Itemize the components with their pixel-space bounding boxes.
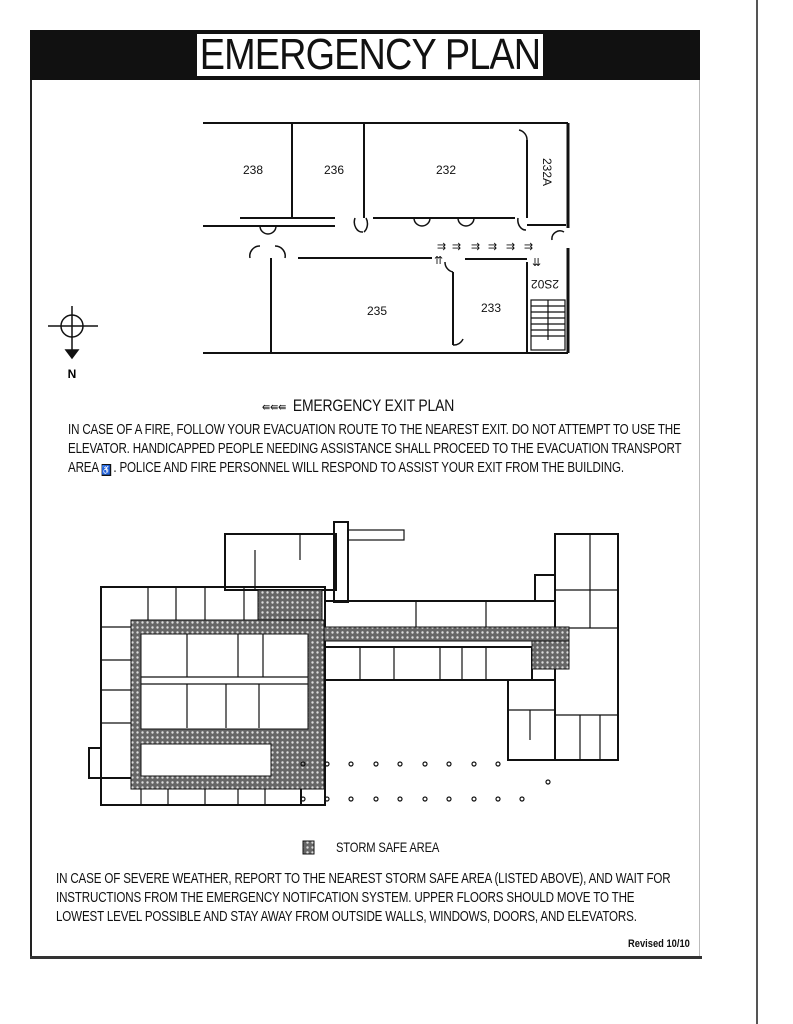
exit-floor-plan (203, 123, 568, 353)
page-title: EMERGENCY PLAN (199, 30, 541, 79)
storm-instruction-line-1: IN CASE OF SEVERE WEATHER, REPORT TO THE NEAREST STORM SAFE AREA (LISTED ABOVE), AND WAIT FOR (56, 871, 671, 887)
room-label-236: 236 (323, 163, 345, 177)
exit-plan-title: EMERGENCY EXIT PLAN (292, 396, 455, 415)
line3-suffix: . POLICE AND FIRE PERSONNEL WILL RESPOND TO ASSIST YOUR EXIT FROM THE BUILDING. (113, 460, 624, 476)
arrow-down-icon: ⇊ (532, 256, 542, 269)
storm-instruction-line-2: INSTRUCTIONS FROM THE EMERGENCY NOTIFCATION SYSTEM. UPPER FLOORS SHOULD MOVE TO THE (56, 890, 635, 906)
storm-instruction-line-3: LOWEST LEVEL POSSIBLE AND STAY AWAY FROM OUTSIDE WALLS, WINDOWS, DOORS, AND ELEVATORS. (56, 909, 637, 925)
room-label-235: 235 (366, 304, 388, 318)
arrow-icon: ⇉ (437, 240, 447, 253)
stair-icon (531, 300, 565, 350)
revision-date: Revised 10/10 (628, 938, 690, 950)
arrow-icon: ⇉ (452, 240, 462, 253)
exit-arrows-legend-icon: ⇚⇚⇚ (262, 400, 287, 414)
room-label-2s02: 2S02 (530, 277, 560, 291)
corridor-south-rooms (325, 647, 532, 680)
evacuation-transport-icon: ♿ (101, 465, 111, 475)
north-arrow-icon (48, 306, 98, 358)
exit-instruction-line-1: IN CASE OF A FIRE, FOLLOW YOUR EVACUATION ROUTE TO THE NEAREST EXIT. DO NOT ATTEMPT TO USE THE (68, 422, 681, 438)
arrow-icon: ⇉ (524, 240, 534, 253)
exit-instruction-line-3 (68, 460, 624, 476)
exit-instruction-line-2: ELEVATOR. HANDICAPPED PEOPLE NEEDING ASSISTANCE SHALL PROCEED TO THE EVACUATION TRANSPORT (68, 441, 682, 457)
arrow-icon: ⇉ (488, 240, 498, 253)
arrow-icon: ⇉ (471, 240, 481, 253)
exit-plan-heading (262, 396, 454, 416)
room-label-232: 232 (435, 163, 457, 177)
north-label: N (67, 367, 77, 381)
room-label-233: 233 (480, 301, 502, 315)
line3-prefix: AREA (68, 460, 99, 476)
storm-safe-legend-label: STORM SAFE AREA (336, 839, 440, 855)
arrow-up-icon: ⇈ (434, 254, 444, 267)
room-label-238: 238 (242, 163, 264, 177)
arrow-icon: ⇉ (506, 240, 516, 253)
column-grid (301, 762, 550, 801)
evacuation-route-arrows (434, 240, 541, 269)
north-block (225, 534, 336, 590)
room-label-232a: 232A (540, 157, 554, 187)
storm-safe-legend-icon (303, 841, 314, 854)
